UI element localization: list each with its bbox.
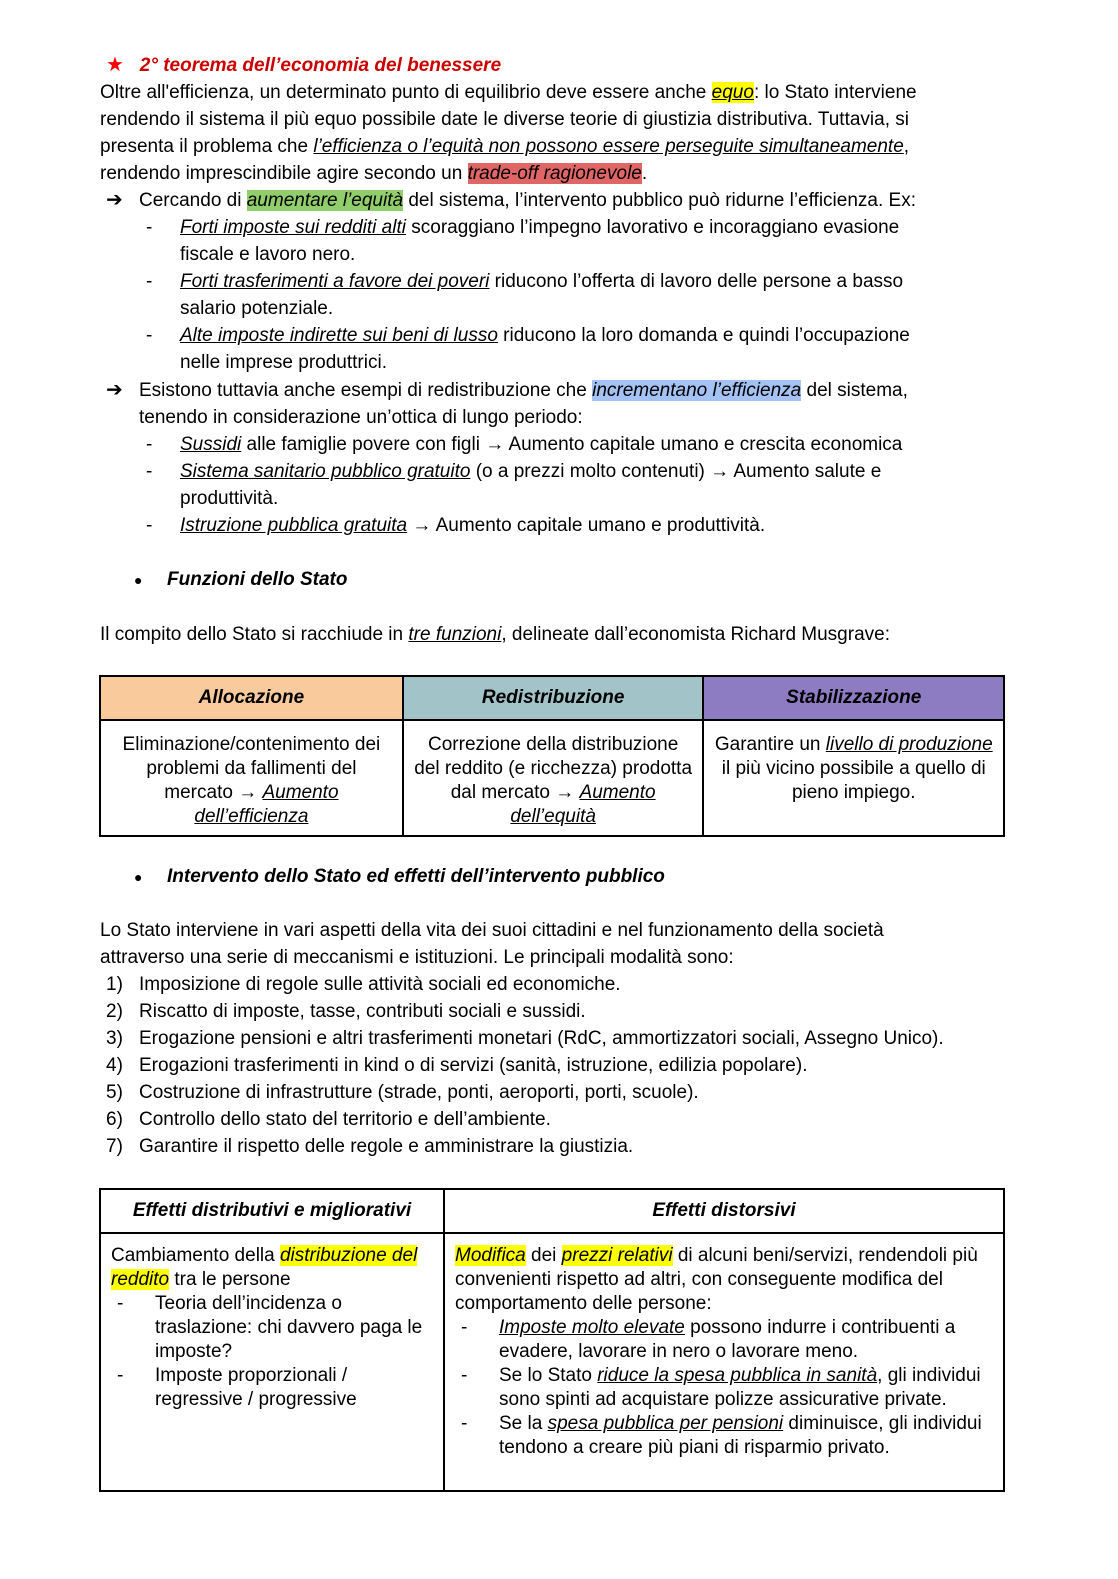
paragraph-line: Oltre all'efficienza, un determinato punto di equilibrio deve essere anche equo: lo Stato interviene	[100, 82, 917, 103]
arrow-item	[106, 377, 123, 404]
paragraph-line: attraverso una serie di meccanismi e istituzioni. Le principali modalità sono:	[100, 947, 734, 968]
list-number: 2)	[106, 1001, 123, 1022]
dash-icon: -	[461, 1365, 468, 1386]
header-allocazione: Allocazione	[100, 676, 403, 720]
dash-icon: -	[146, 271, 153, 292]
list-item: Costruzione di infrastrutture (strade, ponti, aeroporti, porti, scuole).	[139, 1082, 699, 1103]
header-effetti-distributivi: Effetti distributivi e migliorativi	[100, 1189, 444, 1233]
list-number: 3)	[106, 1028, 123, 1049]
list-item: Forti imposte sui redditi alti scoraggiano l’impegno lavorativo e incoraggiano evasione	[180, 217, 900, 238]
paragraph-line: Il compito dello Stato si racchiude in tre funzioni, delineate dall’economista Richard Musgrave:	[100, 624, 890, 645]
arrow-item-text: Cercando di aumentare l’equità del sistema, l’intervento pubblico può ridurne l’efficienza. Ex:	[139, 190, 916, 211]
list-item: Sistema sanitario pubblico gratuito (o a prezzi molto contenuti) → Aumento salute e	[180, 461, 882, 482]
dash-icon: -	[146, 217, 153, 238]
header-redistribuzione: Redistribuzione	[403, 676, 704, 720]
paragraph-line: rendendo il sistema il più equo possibile date le diverse teorie di giustizia distributiva. Tuttavia, si	[100, 109, 909, 130]
paragraph-line: Lo Stato interviene in vari aspetti della vita dei suoi cittadini e nel funzionamento della società	[100, 920, 884, 941]
cell-effetti-distorsivi: Modifica dei prezzi relativi di alcuni beni/servizi, rendendoli più convenienti rispetto ad altri, con conseguente modifica del comportamento delle persone: - Imposte molto elevate possono indurre i contribuenti a evadere, lavorare in nero o lavorare meno. - Se lo Stato riduce la spesa pubblica in sanità, gli individui sono spinti ad acquistare polizze assicurative private. - Se la spesa pubblica per pensioni diminuisce, gli individui tendono a creare più piani di risparmio privato.	[444, 1233, 1004, 1491]
list-item: Forti trasferimenti a favore dei poveri riducono l’offerta di lavoro delle persone a basso	[180, 271, 904, 292]
cell-stabilizzazione: Garantire un livello di produzione il più vicino possibile a quello di pieno impiego.	[703, 720, 1004, 836]
section-heading: Intervento dello Stato ed effetti dell’intervento pubblico	[167, 866, 665, 887]
list-item: Controllo dello stato del territorio e dell’ambiente.	[139, 1109, 551, 1130]
list-item: Erogazioni trasferimenti in kind o di servizi (sanità, istruzione, edilizia popolare).	[139, 1055, 808, 1076]
list-number: 6)	[106, 1109, 123, 1130]
list-item-cont: nelle imprese produttrici.	[180, 352, 387, 373]
dash-icon: -	[117, 1293, 124, 1314]
list-number: 7)	[106, 1136, 123, 1157]
dash-icon: -	[146, 461, 153, 482]
functions-table	[99, 675, 1005, 837]
list-item: Istruzione pubblica gratuita → Aumento capitale umano e produttività.	[180, 515, 766, 536]
list-item: Alte imposte indirette sui beni di lusso riducono la loro domanda e quindi l’occupazione	[180, 325, 910, 346]
arrow-item-text: Esistono tuttavia anche esempi di redistribuzione che incrementano l’efficienza del sistema,	[139, 380, 908, 401]
dash-icon: -	[146, 515, 153, 536]
list-item: Riscatto di imposte, tasse, contributi sociali e sussidi.	[139, 1001, 586, 1022]
arrow-icon: ➔	[106, 379, 123, 401]
star-icon: ★	[106, 54, 124, 76]
section-heading: Funzioni dello Stato	[167, 569, 348, 590]
arrow-item-cont: tenendo in considerazione un’ottica di lungo periodo:	[139, 407, 583, 428]
dash-icon: -	[117, 1365, 124, 1386]
list-item: - Imposte proporzionali / regressive / progressive	[111, 1364, 433, 1412]
cell-allocazione: Eliminazione/contenimento dei problemi da fallimenti del mercato → Aumento dell’efficienza	[100, 720, 403, 836]
dash-icon: -	[146, 434, 153, 455]
paragraph-line: presenta il problema che l’efficienza o l’equità non possono essere perseguite simultaneamente,	[100, 136, 910, 157]
list-item: Garantire il rispetto delle regole e amministrare la giustizia.	[139, 1136, 634, 1157]
theorem-heading: ★ 2° teorema dell’economia del benessere	[106, 54, 502, 76]
cell-redistribuzione: Correzione della distribuzione del reddito (e ricchezza) prodotta dal mercato → Aumento dell’equità	[403, 720, 704, 836]
paragraph-line: rendendo imprescindibile agire secondo un trade-off ragionevole.	[100, 163, 648, 184]
header-effetti-distorsivi: Effetti distorsivi	[444, 1189, 1004, 1233]
list-number: 5)	[106, 1082, 123, 1103]
dash-icon: -	[461, 1317, 468, 1338]
dash-icon: -	[146, 325, 153, 346]
list-item-cont: salario potenziale.	[180, 298, 334, 319]
list-item: - Se lo Stato riduce la spesa pubblica in sanità, gli individui sono spinti ad acquistare polizze assicurative private.	[455, 1364, 993, 1412]
bullet-icon: ●	[134, 869, 143, 885]
list-item-cont: fiscale e lavoro nero.	[180, 244, 356, 265]
cell-effetti-distributivi: Cambiamento della distribuzione del reddito tra le persone - Teoria dell’incidenza o traslazione: chi davvero paga le imposte? - Imposte proporzionali / regressive / progressive	[100, 1233, 444, 1491]
list-item: - Teoria dell’incidenza o traslazione: chi davvero paga le imposte?	[111, 1292, 433, 1364]
effects-table	[99, 1188, 1005, 1492]
bullet-icon: ●	[134, 572, 143, 588]
dash-icon: -	[461, 1413, 468, 1434]
list-number: 1)	[106, 974, 123, 995]
list-item-cont: produttività.	[180, 488, 279, 509]
list-item: - Imposte molto elevate possono indurre i contribuenti a evadere, lavorare in nero o lavorare meno.	[455, 1316, 993, 1364]
header-stabilizzazione: Stabilizzazione	[703, 676, 1004, 720]
arrow-item	[106, 187, 123, 214]
list-item: Imposizione di regole sulle attività sociali ed economiche.	[139, 974, 621, 995]
list-item: Sussidi alle famiglie povere con figli → Aumento capitale umano e crescita economica	[180, 434, 903, 455]
list-number: 4)	[106, 1055, 123, 1076]
list-item: Erogazione pensioni e altri trasferimenti monetari (RdC, ammortizzatori sociali, Assegno Unico).	[139, 1028, 944, 1049]
arrow-icon: ➔	[106, 189, 123, 211]
list-item: - Se la spesa pubblica per pensioni diminuisce, gli individui tendono a creare più piani di risparmio privato.	[455, 1412, 993, 1460]
